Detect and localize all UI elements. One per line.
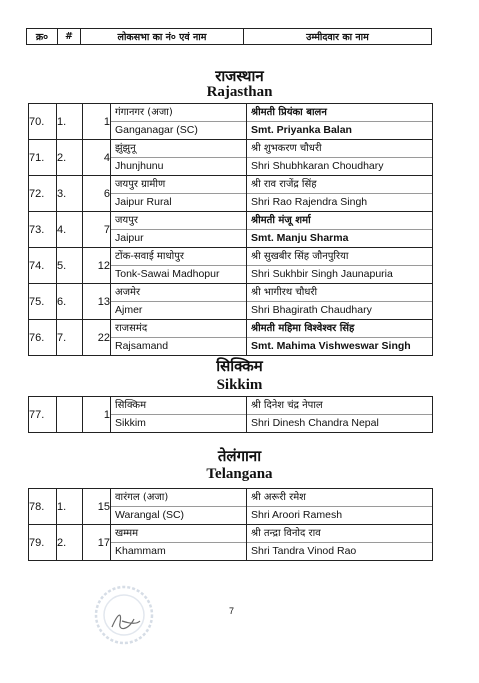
constituency-hindi: खम्मम xyxy=(111,525,246,543)
constituency-english: Jaipur Rural xyxy=(115,196,172,208)
state-index: 5. xyxy=(57,248,83,284)
candidate-english: Smt. Priyanka Balan xyxy=(251,124,352,136)
candidate-hindi: श्री सुखबीर सिंह जौनपुरिया xyxy=(247,248,432,266)
candidate-hindi: श्री दिनेश चंद्र नेपाल xyxy=(247,397,432,415)
col-candidate-header: उम्मीदवार का नाम xyxy=(306,32,369,43)
rajasthan-table xyxy=(28,103,433,356)
candidate-english: Shri Sukhbir Singh Jaunapuria xyxy=(251,268,393,280)
serial-number: 75. xyxy=(29,284,57,320)
pc-number: 15 xyxy=(83,489,111,525)
constituency-english: Ganganagar (SC) xyxy=(115,124,198,136)
constituency-hindi: सिक्किम xyxy=(111,397,246,415)
constituency-english: Jaipur xyxy=(115,232,144,244)
table-row xyxy=(29,248,433,284)
candidate-cell xyxy=(247,248,433,284)
serial-number: 71. xyxy=(29,140,57,176)
constituency-cell xyxy=(111,320,247,356)
signature-mark xyxy=(112,615,140,628)
pc-number: 4 xyxy=(83,140,111,176)
state-index: 1. xyxy=(57,104,83,140)
seal-stamp xyxy=(92,583,156,647)
constituency-hindi: अजमेर xyxy=(111,284,246,302)
candidate-english: Shri Rao Rajendra Singh xyxy=(251,196,368,208)
candidate-cell xyxy=(247,397,433,433)
candidate-hindi: श्री तन्द्रा विनोद राव xyxy=(247,525,432,543)
constituency-hindi: झुंझुनू xyxy=(111,140,246,158)
state-index: 2. xyxy=(57,525,83,561)
constituency-cell xyxy=(111,140,247,176)
candidate-cell xyxy=(247,140,433,176)
telangana-table xyxy=(28,488,433,561)
candidate-english: Shri Aroori Ramesh xyxy=(251,509,343,521)
serial-number: 74. xyxy=(29,248,57,284)
serial-number: 72. xyxy=(29,176,57,212)
candidate-hindi: श्री भागीरथ चौधरी xyxy=(247,284,432,302)
serial-number: 77. xyxy=(29,397,57,433)
section-title-english: Telangana xyxy=(206,466,273,482)
table-row xyxy=(29,397,433,433)
serial-number: 70. xyxy=(29,104,57,140)
candidate-cell xyxy=(247,284,433,320)
table-row xyxy=(29,104,433,140)
state-index: 3. xyxy=(57,176,83,212)
constituency-cell xyxy=(111,104,247,140)
constituency-english: Tonk-Sawai Madhopur xyxy=(115,268,220,280)
serial-number: 76. xyxy=(29,320,57,356)
state-index: 1. xyxy=(57,489,83,525)
candidate-cell xyxy=(247,489,433,525)
candidate-cell xyxy=(247,525,433,561)
section-title-english: Sikkim xyxy=(216,377,263,393)
section-title-english: Rajasthan xyxy=(206,84,273,100)
table-row xyxy=(29,525,433,561)
candidate-english: Shri Shubhkaran Choudhary xyxy=(251,160,384,172)
table-row xyxy=(29,212,433,248)
constituency-hindi: टोंक-सवाई माधोपुर xyxy=(111,248,246,266)
constituency-cell xyxy=(111,176,247,212)
pc-number: 6 xyxy=(83,176,111,212)
constituency-hindi: वारंगल (अजा) xyxy=(111,489,246,507)
constituency-english: Jhunjhunu xyxy=(115,160,164,172)
candidate-hindi: श्रीमती प्रियंका बालन xyxy=(247,104,432,122)
pc-number: 12 xyxy=(83,248,111,284)
candidate-english: Shri Tandra Vinod Rao xyxy=(251,545,357,557)
table-row xyxy=(29,140,433,176)
candidate-hindi: श्रीमती मंजू शर्मा xyxy=(247,212,432,230)
candidate-hindi: श्री अरूरी रमेश xyxy=(247,489,432,507)
pc-number: 13 xyxy=(83,284,111,320)
candidate-cell xyxy=(247,320,433,356)
table-row xyxy=(29,489,433,525)
table-row xyxy=(29,284,433,320)
pc-number: 7 xyxy=(83,212,111,248)
constituency-cell xyxy=(111,525,247,561)
pc-number: 1 xyxy=(83,397,111,433)
table-row xyxy=(29,176,433,212)
constituency-hindi: राजसमंद xyxy=(111,320,246,338)
state-index xyxy=(57,397,83,433)
constituency-english: Rajsamand xyxy=(115,340,169,352)
sikkim-table xyxy=(28,396,433,433)
serial-number: 79. xyxy=(29,525,57,561)
pc-number: 17 xyxy=(83,525,111,561)
constituency-cell xyxy=(111,248,247,284)
constituency-cell xyxy=(111,397,247,433)
state-index: 4. xyxy=(57,212,83,248)
serial-number: 78. xyxy=(29,489,57,525)
section-title-hindi: राजस्थान xyxy=(215,67,264,85)
section-title-hindi: सिक्किम xyxy=(216,357,263,375)
serial-number: 73. xyxy=(29,212,57,248)
candidate-hindi: श्रीमती महिमा विश्वेश्वर सिंह xyxy=(247,320,432,338)
constituency-cell xyxy=(111,489,247,525)
constituency-cell xyxy=(111,284,247,320)
column-header xyxy=(26,28,432,45)
candidate-english: Shri Bhagirath Chaudhary xyxy=(251,304,372,316)
pc-number: 1 xyxy=(83,104,111,140)
state-index: 6. xyxy=(57,284,83,320)
constituency-english: Sikkim xyxy=(115,417,146,429)
candidate-cell xyxy=(247,104,433,140)
candidate-cell xyxy=(247,212,433,248)
col-serial-header: क्र० xyxy=(27,29,58,44)
col-hash-header: # xyxy=(58,29,81,44)
candidate-english: Smt. Manju Sharma xyxy=(251,232,349,244)
candidate-hindi: श्री राव राजेंद्र सिंह xyxy=(247,176,432,194)
constituency-english: Khammam xyxy=(115,545,166,557)
section-title-hindi: तेलंगाना xyxy=(217,447,262,465)
constituency-hindi: गंगानगर (अजा) xyxy=(111,104,246,122)
candidate-cell xyxy=(247,176,433,212)
constituency-hindi: जयपुर xyxy=(111,212,246,230)
constituency-english: Warangal (SC) xyxy=(115,509,185,521)
candidate-english: Shri Dinesh Chandra Nepal xyxy=(251,417,379,429)
col-constituency-header: लोकसभा का नं० एवं नाम xyxy=(81,29,244,44)
candidate-hindi: श्री शुभकरण चौधरी xyxy=(247,140,432,158)
constituency-hindi: जयपुर ग्रामीण xyxy=(111,176,246,194)
pc-number: 22 xyxy=(83,320,111,356)
state-index: 2. xyxy=(57,140,83,176)
constituency-cell xyxy=(111,212,247,248)
candidate-english: Smt. Mahima Vishweswar Singh xyxy=(251,340,411,352)
page-number: 7 xyxy=(229,606,235,616)
state-index: 7. xyxy=(57,320,83,356)
table-row xyxy=(29,320,433,356)
constituency-english: Ajmer xyxy=(115,304,143,316)
